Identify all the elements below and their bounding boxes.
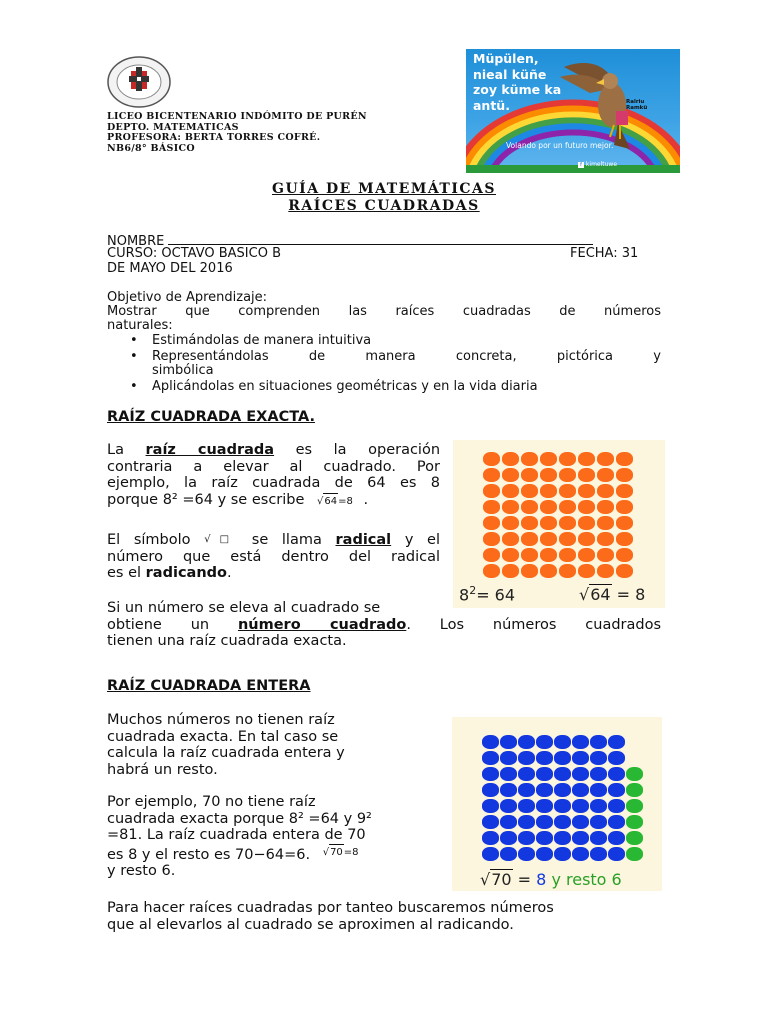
formula-sqrt64: √64=8 <box>317 496 353 507</box>
blue-dot <box>608 767 625 781</box>
formula-sqrt70: √70=8 <box>323 847 359 858</box>
text: . Los números cuadrados <box>406 616 662 633</box>
bullet-text: Aplicándolas en situaciones geométricas y en la vida diaria <box>152 379 538 394</box>
bullet-dot: • <box>130 349 138 364</box>
blue-dot <box>482 767 499 781</box>
orange-dot <box>559 500 576 514</box>
formula-rest: =8 <box>343 846 359 858</box>
orange-dot <box>540 452 557 466</box>
orange-dot <box>578 564 595 578</box>
blue-dot <box>536 751 553 765</box>
radicand: 70 <box>491 870 512 889</box>
level: NB6/8° BÁSICO <box>107 142 195 154</box>
root-value: 8 <box>536 870 547 889</box>
blue-dot <box>500 767 517 781</box>
equals: = <box>517 870 532 889</box>
orange-dot <box>616 484 633 498</box>
orange-dot <box>502 500 519 514</box>
bullet-1 <box>130 334 371 349</box>
blue-dot <box>500 751 517 765</box>
blue-dot <box>590 815 607 829</box>
orange-dot <box>483 484 500 498</box>
page-title: GUÍA DE MATEMÁTICAS <box>272 181 496 197</box>
bullet-text: Estimándolas de manera intuitiva <box>152 333 372 348</box>
text: Para hacer raíces cuadradas por tanteo buscaremos números <box>107 900 554 916</box>
blue-dot <box>608 735 625 749</box>
orange-dot <box>502 484 519 498</box>
text: ejemplo, la raíz cuadrada de 64 es 8 <box>107 475 440 491</box>
blue-dot <box>554 831 571 845</box>
orange-dot <box>559 532 576 546</box>
blue-dot <box>536 799 553 813</box>
term-square-number: número cuadrado <box>237 616 407 633</box>
rest-value: resto 6 <box>566 870 622 889</box>
blue-dot <box>518 735 535 749</box>
blue-dot <box>500 799 517 813</box>
objective-line-2: naturales: <box>107 318 173 333</box>
orange-dot <box>502 452 519 466</box>
blue-dot <box>554 799 571 813</box>
text: y el <box>404 532 440 548</box>
text: Por ejemplo, 70 no tiene raíz <box>107 794 316 810</box>
blue-dot <box>482 735 499 749</box>
blue-dot <box>482 783 499 797</box>
exact-paragraph-1 <box>107 442 440 510</box>
orange-dot <box>521 516 538 530</box>
blue-dot <box>536 783 553 797</box>
blue-dot <box>554 735 571 749</box>
blue-dot <box>572 751 589 765</box>
orange-dot <box>616 548 633 562</box>
orange-dot <box>502 564 519 578</box>
label-sqrt-70: √70 = 8 y resto 6 <box>480 870 622 889</box>
text: calcula la raíz cuadrada entera y <box>107 745 345 761</box>
label-8-squared <box>459 584 515 604</box>
exponent: 2 <box>469 584 477 597</box>
date-continuation: DE MAYO DEL 2016 <box>107 261 233 276</box>
orange-dot <box>483 500 500 514</box>
term-radical: radical <box>335 532 392 548</box>
orange-dot <box>559 548 576 562</box>
exact-paragraph-2 <box>107 532 440 582</box>
orange-dot <box>559 516 576 530</box>
orange-dot <box>616 532 633 546</box>
orange-dot <box>597 468 614 482</box>
orange-dot <box>483 532 500 546</box>
orange-dot <box>559 468 576 482</box>
orange-dot <box>559 484 576 498</box>
and-word: y <box>551 870 561 889</box>
orange-dot <box>578 452 595 466</box>
result: = 8 <box>616 585 646 604</box>
blue-dot <box>554 751 571 765</box>
orange-dot <box>559 564 576 578</box>
credit-line-2: Ramkü <box>626 105 648 111</box>
integer-paragraph-1 <box>107 712 407 778</box>
orange-dot <box>540 468 557 482</box>
orange-dot <box>521 452 538 466</box>
name-label: NOMBRE <box>107 234 165 249</box>
blue-dot <box>572 847 589 861</box>
blue-dot <box>608 783 625 797</box>
banner-line-2: nieal küñe <box>473 66 547 82</box>
orange-dot <box>616 452 633 466</box>
orange-dot <box>597 516 614 530</box>
text: se llama <box>251 532 322 548</box>
orange-dot <box>540 564 557 578</box>
text: cuadrada exacta. En tal caso se <box>107 728 339 745</box>
blue-dot <box>500 847 517 861</box>
blue-dot <box>500 815 517 829</box>
green-dot <box>626 799 643 813</box>
text: y resto 6. <box>107 863 176 879</box>
blue-dot <box>518 799 535 813</box>
text: Muchos números no tienen raíz <box>107 712 335 728</box>
orange-dot <box>540 548 557 562</box>
bullet-2-continued: simbólica <box>152 363 214 378</box>
banner-line-4: antü. <box>473 97 510 113</box>
orange-dot <box>540 532 557 546</box>
orange-dot <box>597 564 614 578</box>
orange-dot <box>540 484 557 498</box>
orange-dot <box>578 532 595 546</box>
objective-line-1: Mostrar que comprenden las raíces cuadradas de números <box>107 304 661 319</box>
orange-dot <box>483 548 500 562</box>
orange-dot <box>521 468 538 482</box>
banner-message <box>473 51 561 113</box>
closing-paragraph <box>107 900 661 933</box>
blue-dot <box>482 847 499 861</box>
text: número que está dentro del radical <box>107 548 440 565</box>
banner-line-3: zoy küme ka <box>473 82 562 97</box>
orange-dot <box>521 484 538 498</box>
green-dot <box>626 847 643 861</box>
orange-dot <box>616 500 633 514</box>
green-dot <box>626 831 643 845</box>
figure-integer-root <box>452 717 662 891</box>
blue-dot <box>572 815 589 829</box>
blue-dot <box>572 799 589 813</box>
bullet-text: Representándolas de manera concreta, pictórica y <box>152 349 661 364</box>
text: Si un número se eleva al cuadrado se <box>107 600 381 616</box>
blue-dot <box>518 831 535 845</box>
text: =81. La raíz cuadrada entera de 70 <box>107 827 366 843</box>
integer-paragraph-2 <box>107 794 427 880</box>
banner-line-1: Müpülen, <box>473 51 539 66</box>
blue-dot <box>554 767 571 781</box>
blue-dot <box>572 735 589 749</box>
orange-dot <box>483 452 500 466</box>
orange-dot <box>597 532 614 546</box>
orange-dot <box>578 500 595 514</box>
blue-dot <box>482 799 499 813</box>
banner-slogan: Volando por un futuro mejor. <box>506 141 614 150</box>
orange-dot <box>521 548 538 562</box>
section-heading-exact: RAÍZ CUADRADA EXACTA. <box>107 409 315 425</box>
blue-dot <box>500 735 517 749</box>
orange-dot <box>597 452 614 466</box>
objective-label: Objetivo de Aprendizaje: <box>107 290 268 305</box>
blue-dot <box>500 831 517 845</box>
facebook-name: kimeltuwe <box>585 161 618 168</box>
blue-dot <box>482 815 499 829</box>
orange-dot <box>502 516 519 530</box>
text: es el <box>107 565 142 581</box>
text: habrá un resto. <box>107 761 218 778</box>
orange-dot <box>597 500 614 514</box>
blue-dot <box>590 767 607 781</box>
text: . <box>227 565 232 581</box>
banner-credit <box>626 99 647 111</box>
blue-dot <box>536 815 553 829</box>
blue-dot <box>518 751 535 765</box>
blue-dot <box>482 751 499 765</box>
blue-dot <box>590 735 607 749</box>
bullet-dot: • <box>130 333 138 348</box>
green-dot <box>626 767 643 781</box>
blue-dot <box>500 783 517 797</box>
section-heading-integer: RAÍZ CUADRADA ENTERA <box>107 678 311 694</box>
blue-dot <box>608 847 625 861</box>
orange-dot <box>616 564 633 578</box>
radical-symbol: √□ <box>204 534 239 545</box>
blue-dot <box>554 783 571 797</box>
text: . <box>363 491 369 508</box>
blue-dot <box>590 847 607 861</box>
blue-dot <box>608 799 625 813</box>
term-square-root: raíz cuadrada <box>145 442 275 458</box>
green-dot <box>626 783 643 797</box>
school-seal-logo <box>107 56 171 108</box>
orange-dot <box>559 452 576 466</box>
text: es 8 y el resto es 70−64=6. <box>107 846 311 863</box>
name-blank-line[interactable] <box>168 233 593 245</box>
text: contraria a elevar al cuadrado. Por <box>107 458 440 475</box>
blue-dot <box>536 767 553 781</box>
orange-dot <box>578 468 595 482</box>
green-dot <box>626 815 643 829</box>
orange-dot <box>578 548 595 562</box>
blue-dot <box>482 831 499 845</box>
orange-dot <box>483 564 500 578</box>
text: porque 8² =64 y se escribe <box>107 491 305 508</box>
radicand: 70 <box>329 844 344 862</box>
course-label: CURSO: OCTAVO BASICO B <box>107 246 281 261</box>
radicand: 64 <box>590 585 611 604</box>
blue-dot <box>536 847 553 861</box>
facebook-handle <box>578 161 617 168</box>
orange-dot <box>578 484 595 498</box>
orange-dot <box>540 500 557 514</box>
orange-dot <box>616 516 633 530</box>
school-info <box>107 112 367 154</box>
term-radicand: radicando <box>145 565 227 581</box>
blue-dot <box>518 783 535 797</box>
blue-dot <box>536 831 553 845</box>
orange-dot <box>521 500 538 514</box>
blue-dot <box>536 735 553 749</box>
base: 8 <box>459 585 470 605</box>
label-sqrt-64: √64 = 8 <box>579 585 646 604</box>
blue-dot <box>572 831 589 845</box>
blue-dot <box>572 783 589 797</box>
text: cuadrada exacta porque 8² =64 y 9² <box>107 810 372 827</box>
blue-dot <box>590 783 607 797</box>
blue-dot <box>590 751 607 765</box>
promo-banner <box>466 49 680 173</box>
credit-line-1: Ralriu <box>626 99 645 105</box>
date-label: FECHA: 31 <box>570 246 639 261</box>
school-name: LICEO BICENTENARIO INDÓMITO DE PURÉN <box>107 111 367 122</box>
text: es la operación <box>295 442 441 458</box>
blue-dot <box>590 831 607 845</box>
text: que al elevarlos al cuadrado se aproximen al radicando. <box>107 916 514 933</box>
blue-dot <box>608 751 625 765</box>
text: tienen una raíz cuadrada exacta. <box>107 633 347 649</box>
blue-dot <box>554 815 571 829</box>
orange-dot <box>483 516 500 530</box>
orange-dot <box>597 548 614 562</box>
orange-dot <box>616 468 633 482</box>
orange-dot <box>502 532 519 546</box>
bullet-3 <box>130 380 538 395</box>
blue-dot <box>590 799 607 813</box>
page-subtitle: RAÍCES CUADRADAS <box>288 198 480 214</box>
figure-exact-root <box>453 440 665 608</box>
formula-rest: =8 <box>338 495 353 507</box>
orange-dot <box>521 532 538 546</box>
orange-dot <box>502 548 519 562</box>
facebook-icon: f <box>578 162 584 168</box>
orange-dot <box>578 516 595 530</box>
text: La <box>107 442 124 458</box>
blue-dot <box>572 767 589 781</box>
blue-dot <box>518 815 535 829</box>
orange-dot <box>597 484 614 498</box>
orange-dot <box>521 564 538 578</box>
radicand: 64 <box>323 493 338 511</box>
text: obtiene un <box>107 616 210 633</box>
blue-dot <box>518 767 535 781</box>
text: El símbolo <box>107 532 191 548</box>
orange-dot <box>483 468 500 482</box>
result: = 64 <box>476 585 516 605</box>
orange-dot <box>502 468 519 482</box>
blue-dot <box>608 815 625 829</box>
teacher: PROFESORA: BERTA TORRES COFRÉ. <box>107 132 321 143</box>
bullet-dot: • <box>130 379 138 394</box>
department: DEPTO. MATEMATICAS <box>107 121 239 133</box>
blue-dot <box>518 847 535 861</box>
blue-dot <box>554 847 571 861</box>
blue-dot <box>608 831 625 845</box>
orange-dot <box>540 516 557 530</box>
